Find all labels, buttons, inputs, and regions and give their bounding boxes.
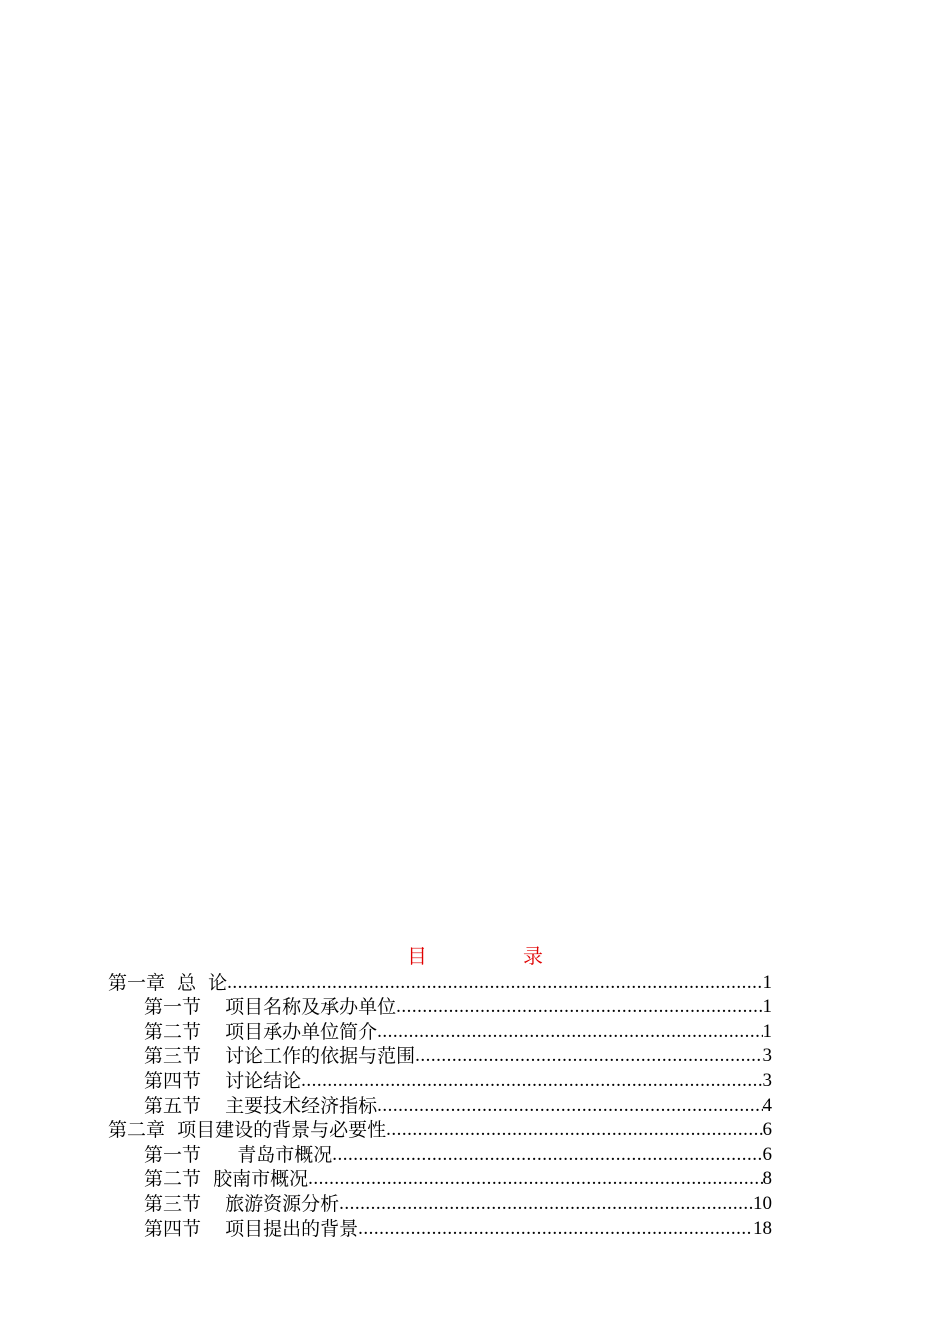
table-of-contents — [108, 970, 772, 1241]
toc-page-number: 4 — [762, 1094, 772, 1116]
toc-page-number: 10 — [753, 1192, 772, 1214]
toc-page-number: 6 — [762, 1119, 772, 1141]
toc-entry-label: 第一节 项目名称及承办单位 — [144, 996, 397, 1019]
toc-entry-chapter-1[interactable] — [108, 970, 772, 995]
toc-entry-label: 第一章 总 论 — [108, 971, 228, 994]
toc-leader-dots — [339, 1192, 753, 1216]
toc-leader-dots — [377, 1020, 762, 1044]
toc-leader-dots — [415, 1044, 762, 1068]
toc-leader-dots — [332, 1143, 762, 1167]
toc-entry-label: 第四节 项目提出的背景 — [144, 1217, 359, 1240]
toc-page-number: 18 — [753, 1217, 772, 1239]
toc-entry-section-1-5[interactable] — [108, 1093, 772, 1118]
toc-leader-dots — [386, 1118, 762, 1142]
toc-entry-label: 第五节 主要技术经济指标 — [144, 1094, 378, 1117]
toc-entry-label: 第二节 胶南市概况 — [144, 1168, 309, 1191]
toc-page-number: 8 — [762, 1168, 772, 1190]
toc-entry-chapter-2[interactable] — [108, 1118, 772, 1143]
toc-page-number: 3 — [762, 1045, 772, 1067]
toc-page-number: 6 — [762, 1143, 772, 1165]
toc-entry-label: 第二章 项目建设的背景与必要性 — [108, 1119, 387, 1142]
toc-entry-label: 第二节 项目承办单位简介 — [144, 1020, 378, 1043]
toc-title: 目 录 — [407, 944, 581, 968]
toc-entry-label: 第三节 讨论工作的依据与范围 — [144, 1045, 416, 1068]
toc-page-number: 3 — [762, 1069, 772, 1091]
toc-entry-label: 第一节 青岛市概况 — [144, 1143, 333, 1166]
toc-entry-section-2-3[interactable] — [108, 1191, 772, 1216]
toc-page-number: 1 — [762, 996, 772, 1018]
toc-leader-dots — [301, 1069, 762, 1093]
toc-entry-label: 第四节 讨论结论 — [144, 1069, 302, 1092]
toc-entry-section-2-4[interactable] — [108, 1216, 772, 1241]
toc-leader-dots — [377, 1094, 762, 1118]
toc-leader-dots — [396, 995, 762, 1019]
toc-leader-dots — [308, 1167, 762, 1191]
toc-page-number: 1 — [762, 1020, 772, 1042]
toc-entry-section-1-3[interactable] — [108, 1044, 772, 1069]
toc-entry-section-2-1[interactable] — [108, 1142, 772, 1167]
toc-entry-label: 第三节 旅游资源分析 — [144, 1192, 340, 1215]
toc-entry-section-2-2[interactable] — [108, 1167, 772, 1192]
toc-entry-section-1-4[interactable] — [108, 1068, 772, 1093]
toc-leader-dots — [358, 1217, 753, 1241]
toc-leader-dots — [227, 971, 762, 995]
toc-page-number: 1 — [762, 971, 772, 993]
toc-entry-section-1-1[interactable] — [108, 995, 772, 1020]
toc-entry-section-1-2[interactable] — [108, 1019, 772, 1044]
